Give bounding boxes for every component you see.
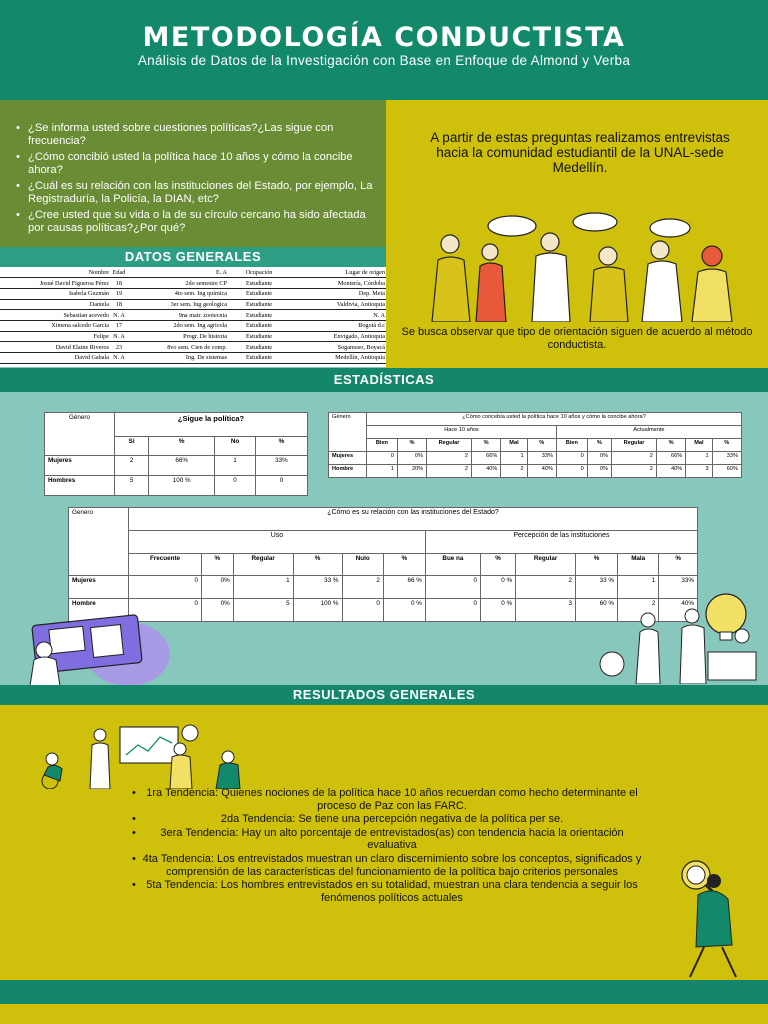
col-header: Regular bbox=[233, 553, 293, 576]
cell: 4to sem. Ing química bbox=[128, 288, 228, 299]
cell: 1 bbox=[686, 452, 712, 465]
cell: 0 % bbox=[480, 576, 515, 599]
cell: 33% bbox=[712, 452, 741, 465]
cell: 2 bbox=[501, 465, 527, 478]
estadisticas-title: ESTADÍSTICAS bbox=[0, 368, 768, 392]
list-item: • 5ta Tendencia: Los hombres entrevistados en su totalidad, muestran una clara tendencia a seguir los fenómenos políticos actuales bbox=[140, 879, 644, 904]
question-item: • ¿Cuál es su relación con las instituciones del Estado, por ejemplo, La Registraduría, la Policía, la DIAN, etc? bbox=[12, 180, 378, 206]
cell: Medellín, Antioquia bbox=[290, 353, 386, 364]
cell: Sebastian acevedo bbox=[0, 310, 110, 321]
table-row bbox=[0, 278, 386, 289]
col-header: Ocupación bbox=[228, 267, 290, 278]
cell: Estudiante bbox=[228, 320, 290, 331]
cell: 100 % bbox=[149, 476, 215, 496]
cell: 0 bbox=[556, 465, 587, 478]
cell: 5 bbox=[233, 599, 293, 622]
questions-panel bbox=[0, 100, 386, 247]
list-item: • 4ta Tendencia: Los entrevistados muestran un claro discernimiento sobre los conceptos, significados y comprensión de las características del funcionamiento de la política bajo criterios personales bbox=[140, 853, 644, 878]
note-text: Se busca observar que tipo de orientación siguen de acuerdo al método conductista. bbox=[401, 326, 753, 351]
footer-band bbox=[0, 980, 768, 1004]
team-presentation-illustration bbox=[30, 723, 250, 789]
table-row bbox=[0, 310, 386, 321]
cell: 0 % bbox=[383, 599, 425, 622]
col-header: Bue na bbox=[425, 553, 480, 576]
cell: Bogotá d.c bbox=[290, 320, 386, 331]
col-header: Frecuente bbox=[129, 553, 202, 576]
cell: Ximena salcedo Garcia bbox=[0, 320, 110, 331]
table-title: ¿Sigue la política? bbox=[115, 413, 308, 437]
cell: 33 % bbox=[293, 576, 342, 599]
col-header: % bbox=[383, 553, 425, 576]
cell: 60% bbox=[712, 465, 741, 478]
cell: Valdivia, Antioquia bbox=[290, 299, 386, 310]
cell: Dep. Meta bbox=[290, 288, 386, 299]
cell: 0 bbox=[129, 599, 202, 622]
cell: N. A bbox=[290, 310, 386, 321]
cell: 18 bbox=[110, 299, 128, 310]
datos-generales-table bbox=[0, 267, 386, 367]
col-header: % bbox=[149, 436, 215, 456]
cell: 3er sem. Ing geologica bbox=[128, 299, 228, 310]
col-header: Género bbox=[329, 413, 367, 452]
table-row bbox=[0, 299, 386, 310]
cell: N. A bbox=[110, 310, 128, 321]
cell: 0 % bbox=[480, 599, 515, 622]
col-header: % bbox=[255, 436, 307, 456]
list-item: • 2da Tendencia: Se tiene una percepción negativa de la política per se. bbox=[140, 813, 644, 826]
col-header: No bbox=[215, 436, 256, 456]
page-subtitle: Análisis de Datos de la Investigación con Base en Enfoque de Almond y Verba bbox=[137, 53, 631, 68]
cell: 2 bbox=[427, 452, 472, 465]
data-dashboard-illustration bbox=[10, 614, 170, 686]
cell: 18 bbox=[110, 278, 128, 289]
cell: David Elaine Riveros bbox=[0, 342, 110, 353]
table-header-row bbox=[0, 267, 386, 278]
col-header: % bbox=[587, 439, 611, 452]
cell: 0% bbox=[587, 452, 611, 465]
col-header: % bbox=[293, 553, 342, 576]
cell: Envigado, Antioquia bbox=[290, 331, 386, 342]
question-item: • ¿Cree usted que su vida o la de su círculo cercano ha sido afectada por causas políticas?¿Por qué? bbox=[12, 209, 378, 235]
col-header: Mala bbox=[618, 553, 659, 576]
cell: 0% bbox=[202, 599, 234, 622]
row-label: Hombre bbox=[329, 465, 367, 478]
group-header: Hace 10 años bbox=[367, 426, 557, 439]
cell: Sogamoso, Boyacá bbox=[290, 342, 386, 353]
col-header: % bbox=[659, 553, 698, 576]
cell: Isabela Guzmán bbox=[0, 288, 110, 299]
cell: 0% bbox=[587, 465, 611, 478]
resultados-area bbox=[0, 705, 768, 980]
table-row bbox=[0, 353, 386, 364]
cell: 2 bbox=[516, 576, 576, 599]
cell: 0 bbox=[367, 452, 398, 465]
col-header: Mal bbox=[501, 439, 527, 452]
cell: 1 bbox=[501, 452, 527, 465]
cell: Montería, Córdoba bbox=[290, 278, 386, 289]
col-header: Regular bbox=[612, 439, 657, 452]
cell: 33% bbox=[255, 456, 307, 476]
table-row bbox=[0, 331, 386, 342]
row-label: Mujeres bbox=[69, 576, 129, 599]
list-item: • 1ra Tendencia: Quienes nociones de la política hace 10 años recuerdan como hecho determinante el proceso de Paz con las FARC. bbox=[140, 787, 644, 812]
footer-strip bbox=[0, 1004, 768, 1024]
row-label: Hombres bbox=[45, 476, 115, 496]
col-header: Lugar de origen bbox=[290, 267, 386, 278]
cell: 23 bbox=[110, 342, 128, 353]
cell: 1 bbox=[618, 576, 659, 599]
table-row bbox=[0, 342, 386, 353]
table-row bbox=[45, 476, 308, 496]
cell: 0 bbox=[556, 452, 587, 465]
col-header: Edad bbox=[110, 267, 128, 278]
cell: 66% bbox=[471, 452, 500, 465]
cell: 9na matr. zootecnia bbox=[128, 310, 228, 321]
cell: Daniela bbox=[0, 299, 110, 310]
people-talking-illustration bbox=[420, 212, 750, 322]
cell: Ing. De sistemas bbox=[128, 353, 228, 364]
col-header: Si bbox=[115, 436, 149, 456]
cell: 2do sem. Ing agricola bbox=[128, 320, 228, 331]
col-header: Bien bbox=[367, 439, 398, 452]
cell: Estudiante bbox=[228, 353, 290, 364]
group-header: Uso bbox=[129, 530, 426, 553]
cell: 3 bbox=[516, 599, 576, 622]
cell: N. A bbox=[110, 331, 128, 342]
cell: Felipe bbox=[0, 331, 110, 342]
col-header: Genero bbox=[69, 508, 129, 576]
cell: 60 % bbox=[576, 599, 618, 622]
col-header: Nulo bbox=[342, 553, 383, 576]
cell: 66% bbox=[656, 452, 685, 465]
table-title: ¿Cómo concebía usted la política hace 10 años y cómo la concibe ahora? bbox=[367, 413, 742, 426]
table-row bbox=[45, 456, 308, 476]
idea-team-illustration bbox=[590, 592, 760, 684]
col-header: % bbox=[397, 439, 426, 452]
cell: 2 bbox=[618, 599, 659, 622]
col-header: Nombre bbox=[0, 267, 110, 278]
group-header: Actualmente bbox=[556, 426, 741, 439]
cell: 40% bbox=[656, 465, 685, 478]
group-header: Percepción de las instituciones bbox=[425, 530, 697, 553]
col-header: % bbox=[527, 439, 556, 452]
cell: 2 bbox=[612, 465, 657, 478]
cell: 2 bbox=[342, 576, 383, 599]
row-label: Hombre bbox=[69, 599, 129, 622]
cell: 17 bbox=[110, 320, 128, 331]
cell: 1 bbox=[367, 465, 398, 478]
cell: 40% bbox=[527, 465, 556, 478]
cell: 0% bbox=[202, 576, 234, 599]
cell: 66% bbox=[149, 456, 215, 476]
cell: 1 bbox=[233, 576, 293, 599]
question-item: • ¿Se informa usted sobre cuestiones políticas?¿Las sigue con frecuencia? bbox=[12, 122, 378, 148]
cell: 2 bbox=[115, 456, 149, 476]
page-title: METODOLOGÍA CONDUCTISTA bbox=[142, 22, 626, 53]
cell: Estudiante bbox=[228, 331, 290, 342]
cell: 3 bbox=[686, 465, 712, 478]
cell: 0 bbox=[255, 476, 307, 496]
cell: 66 % bbox=[383, 576, 425, 599]
questions-list bbox=[12, 122, 378, 238]
col-header: % bbox=[471, 439, 500, 452]
col-header: Género bbox=[45, 413, 115, 456]
col-header: Regular bbox=[427, 439, 472, 452]
col-header: E. A bbox=[128, 267, 228, 278]
cell: Progr. De historia bbox=[128, 331, 228, 342]
table-title: ¿Cómo es su relación con las instituciones del Estado? bbox=[129, 508, 698, 531]
table-row bbox=[0, 288, 386, 299]
cell: 0 bbox=[215, 476, 256, 496]
col-header: % bbox=[480, 553, 515, 576]
col-header: % bbox=[576, 553, 618, 576]
col-header: % bbox=[712, 439, 741, 452]
header bbox=[0, 0, 768, 100]
table-sigue-politica bbox=[44, 412, 308, 496]
cell: 0 bbox=[425, 599, 480, 622]
estadisticas-area bbox=[0, 392, 768, 685]
cell: 40% bbox=[471, 465, 500, 478]
cell: 33% bbox=[527, 452, 556, 465]
cell: 1 bbox=[215, 456, 256, 476]
cell: 33 % bbox=[576, 576, 618, 599]
cell: Estudiante bbox=[228, 310, 290, 321]
cell: 0% bbox=[397, 452, 426, 465]
cell: 0 bbox=[129, 576, 202, 599]
cell: 0 bbox=[425, 576, 480, 599]
cell: 20% bbox=[397, 465, 426, 478]
cell: Estudiante bbox=[228, 342, 290, 353]
cell: Josué David Figueroa Pérez bbox=[0, 278, 110, 289]
cell: Estudiante bbox=[228, 299, 290, 310]
cell: 19 bbox=[110, 288, 128, 299]
magnifier-person-illustration bbox=[662, 855, 752, 980]
intro-text: A partir de estas preguntas realizamos entrevistas hacia la comunidad estudiantil de la UNAL-sede Medellín. bbox=[430, 130, 730, 175]
cell: David Gabala bbox=[0, 353, 110, 364]
results-list bbox=[140, 787, 644, 905]
table-concepcion-politica bbox=[328, 412, 742, 478]
cell: 33% bbox=[659, 576, 698, 599]
cell: Estudiante bbox=[228, 278, 290, 289]
datos-generales-title: DATOS GENERALES bbox=[0, 247, 386, 267]
cell: N. A bbox=[110, 353, 128, 364]
cell: 2do semestre CP bbox=[128, 278, 228, 289]
intro-panel bbox=[386, 100, 768, 368]
cell: 40% bbox=[659, 599, 698, 622]
cell: Estudiante bbox=[228, 288, 290, 299]
col-header: Mal bbox=[686, 439, 712, 452]
table-row bbox=[0, 320, 386, 331]
resultados-title: RESULTADOS GENERALES bbox=[0, 685, 768, 705]
cell: 2 bbox=[612, 452, 657, 465]
cell: 100 % bbox=[293, 599, 342, 622]
list-item: • 3era Tendencia: Hay un alto porcentaje de entrevistados(as) con tendencia hacia la orientación evaluativa bbox=[140, 827, 644, 852]
table-row bbox=[329, 465, 742, 478]
cell: 0 bbox=[342, 599, 383, 622]
col-header: Bien bbox=[556, 439, 587, 452]
table-row bbox=[329, 452, 742, 465]
cell: 5 bbox=[115, 476, 149, 496]
col-header: % bbox=[202, 553, 234, 576]
cell: 8vo sem. Cien de comp. bbox=[128, 342, 228, 353]
question-item: • ¿Cómo concibió usted la política hace 10 años y cómo la concibe ahora? bbox=[12, 151, 378, 177]
col-header: Regular bbox=[516, 553, 576, 576]
cell: 2 bbox=[427, 465, 472, 478]
row-label: Mujeres bbox=[329, 452, 367, 465]
col-header: % bbox=[656, 439, 685, 452]
row-label: Mujeres bbox=[45, 456, 115, 476]
